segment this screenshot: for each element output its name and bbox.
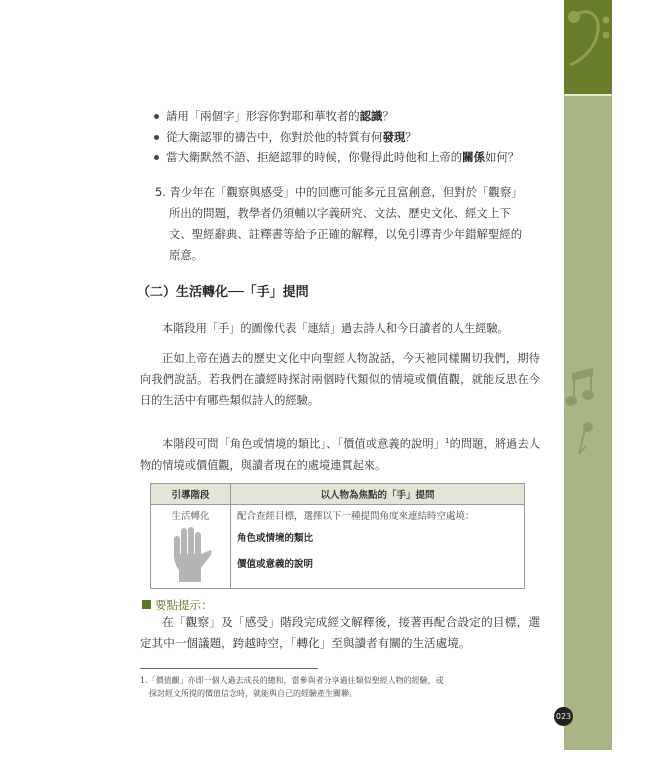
hand-icon	[169, 526, 213, 582]
square-bullet-icon	[142, 600, 151, 609]
tip-body: 在「觀察」及「感受」階段完成經文解釋後，接著再配合設定的目標，選定其中一個議題，跨越時空，「轉化」至與讀者有關的生活處境。	[140, 615, 540, 650]
music-notes-icon	[564, 364, 612, 764]
paragraph: 本階段用「手」的圖像代表「連結」過去詩人和今日讀者的人生經驗。	[162, 322, 509, 335]
section-heading: （二）生活轉化──「手」提問	[137, 285, 309, 300]
table-row	[151, 505, 525, 589]
page-number: 023	[554, 707, 573, 726]
bullet-item: 請用「兩個字」形容你對耶和華牧者的認識？	[152, 106, 519, 127]
question-bullet-list	[152, 106, 519, 168]
bullet-item: 當大衛默然不語、拒絕認罪的時候，你覺得此時他和上帝的關係如何？	[152, 147, 519, 168]
sidebar-dark-band	[564, 0, 612, 94]
footnote-divider	[140, 668, 318, 669]
footnote-ref: 1	[445, 437, 450, 445]
stage-cell: 生活轉化	[151, 505, 231, 589]
footnote: 1.「價值觀」亦即一個人過去成長的總和，當參與者分享過往類似聖經人物的經驗，或 探討經文所提的價值信念時，就能與自己的經驗產生關聯。	[140, 676, 444, 698]
bullet-item: 從大衛認罪的禱告中，你對於他的特質有何發現？	[152, 127, 519, 148]
question-table	[150, 483, 525, 589]
table-header: 引導階段	[151, 484, 231, 505]
numbered-item-5: 5. 青少年在「觀察與感受」中的回應可能多元且富創意，但對於「觀察」所出的問題，教學者仍須輔以字義研究、文法、歷史文化、經文上下文、聖經辭典、註釋書等給予正確的解釋，以免引導青少年錯解聖經的原意。	[155, 185, 523, 262]
tip-heading: 要點提示：	[142, 597, 213, 613]
paragraph: 本階段可問「角色或情境的類比」、「價值或意義的說明」$^1$的問題，將過去人物的情境或價值觀，與讀者現在的處境連貫起來。	[140, 437, 540, 472]
paragraph: 正如上帝在過去的歷史文化中向聖經人物說話，今天祂同樣關切我們，期待向我們說話。若我們在讀經時探討兩個時代類似的情境或價值觀，就能反思在今日的生活中有哪些類似詩人的經驗。	[140, 352, 540, 407]
sidebar-light-band	[564, 96, 612, 750]
table-header: 以人物為焦點的「手」提問	[231, 484, 525, 505]
bass-clef-icon	[564, 0, 612, 94]
question-cell: 配合查經目標，選擇以下一種提問角度來連結時空處境： 角色或情境的類比 價值或意義的說明	[231, 505, 525, 589]
